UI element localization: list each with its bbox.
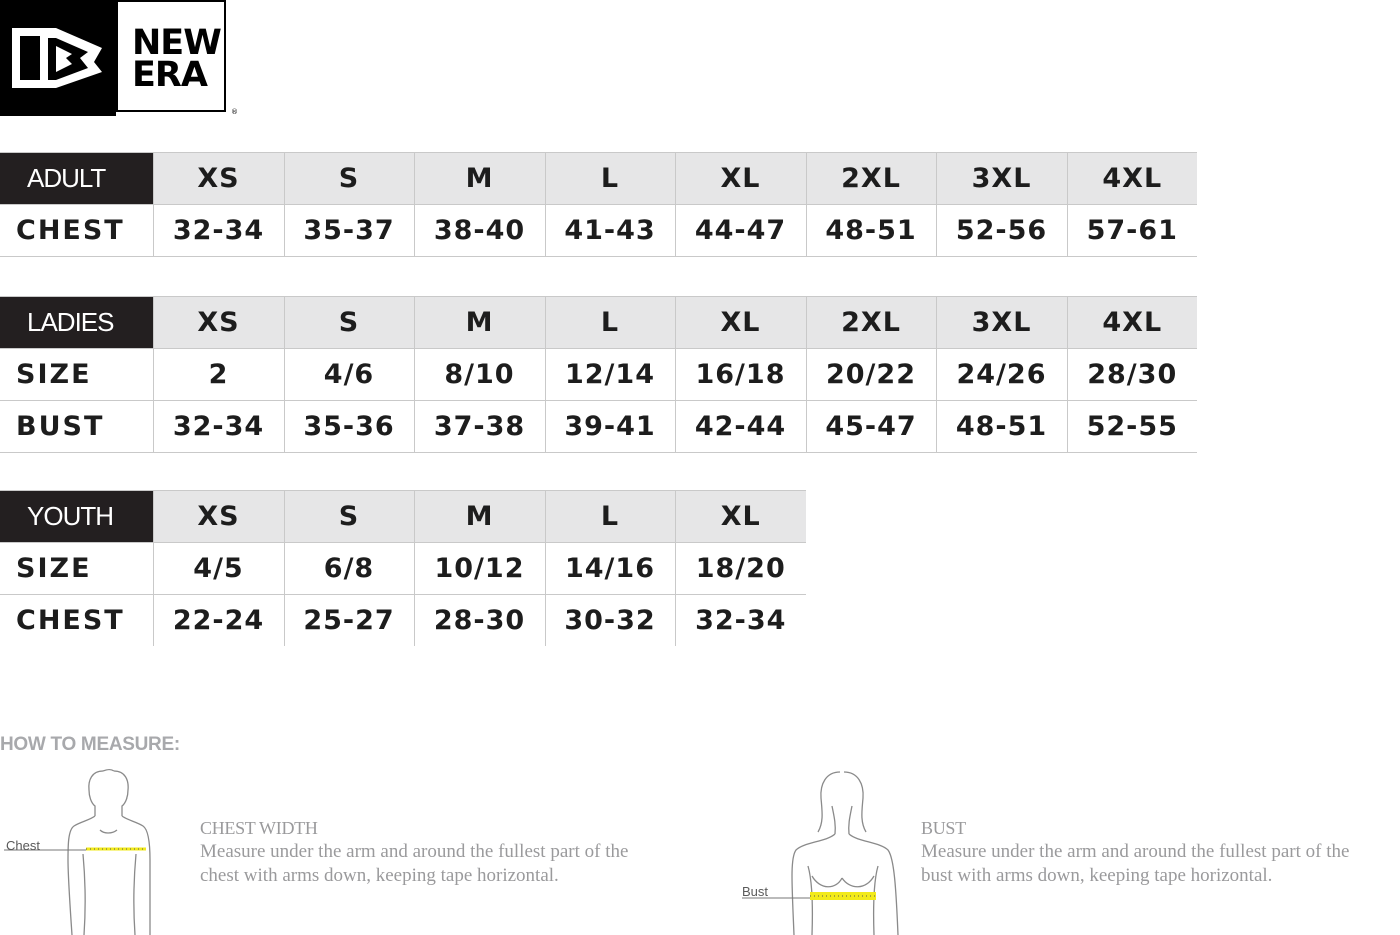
- row-label: BUST: [0, 401, 153, 453]
- ladies-header-row: [0, 297, 1197, 349]
- table-cell: 28/30: [1067, 349, 1197, 401]
- how-to-measure-heading: HOW TO MEASURE:: [0, 734, 180, 755]
- table-cell: 45-47: [806, 401, 936, 453]
- category-label: LADIES: [0, 297, 153, 349]
- registered-mark: ®: [231, 108, 238, 116]
- size-header: 3XL: [936, 297, 1067, 349]
- size-header: M: [414, 491, 545, 543]
- size-header: 4XL: [1067, 153, 1197, 205]
- row-label: CHEST: [0, 205, 153, 257]
- size-header: 2XL: [806, 297, 936, 349]
- table-cell: 37-38: [414, 401, 545, 453]
- adult-size-table: [0, 152, 1197, 257]
- chest-title: CHEST WIDTH: [200, 818, 318, 838]
- table-cell: 57-61: [1067, 205, 1197, 257]
- size-header: 2XL: [806, 153, 936, 205]
- size-header: S: [284, 491, 414, 543]
- table-cell: 38-40: [414, 205, 545, 257]
- new-era-logo: [0, 0, 238, 116]
- size-header: M: [414, 153, 545, 205]
- category-label: ADULT: [0, 153, 153, 205]
- table-cell: 4/6: [284, 349, 414, 401]
- size-header: 4XL: [1067, 297, 1197, 349]
- table-cell: 14/16: [545, 543, 675, 595]
- table-cell: 28-30: [414, 595, 545, 647]
- wordmark-line-2: ERA: [132, 55, 207, 95]
- wordmark: [116, 0, 226, 112]
- row-label: SIZE: [0, 543, 153, 595]
- table-cell: 2: [153, 349, 284, 401]
- table-cell: 25-27: [284, 595, 414, 647]
- size-header: XL: [675, 297, 806, 349]
- table-cell: 52-55: [1067, 401, 1197, 453]
- chest-description: [200, 816, 628, 888]
- bust-text-line-2: bust with arms down, keeping tape horizontal.: [921, 865, 1273, 886]
- table-row: [0, 401, 1197, 453]
- row-label: CHEST: [16, 605, 125, 636]
- size-header: XS: [153, 153, 284, 205]
- table-cell: 42-44: [675, 401, 806, 453]
- table-cell: 32-34: [675, 595, 806, 647]
- table-cell: 35-37: [284, 205, 414, 257]
- table-cell: 10/12: [414, 543, 545, 595]
- chest-text-line-2: chest with arms down, keeping tape horizontal.: [200, 865, 559, 886]
- table-cell: 41-43: [545, 205, 675, 257]
- size-header: XL: [675, 153, 806, 205]
- size-header: S: [284, 297, 414, 349]
- table-cell: 32-34: [153, 205, 284, 257]
- table-cell: 16/18: [675, 349, 806, 401]
- table-cell: 18/20: [675, 543, 806, 595]
- bust-title: BUST: [921, 818, 966, 838]
- size-header: L: [545, 297, 675, 349]
- table-cell: 32-34: [153, 401, 284, 453]
- chest-text-line-1: Measure under the arm and around the fullest part of the: [200, 841, 629, 862]
- size-header: L: [545, 153, 675, 205]
- table-cell: 12/14: [545, 349, 675, 401]
- table-cell: 48-51: [806, 205, 936, 257]
- chest-figure-label: Chest: [6, 838, 40, 853]
- bust-description: [921, 816, 1349, 888]
- bust-text-line-1: Measure under the arm and around the fullest part of the: [921, 841, 1350, 862]
- table-cell: 6/8: [284, 543, 414, 595]
- female-figure-icon: [740, 766, 920, 935]
- bust-figure-label: Bust: [742, 884, 769, 899]
- table-row: [0, 205, 1197, 257]
- table-cell: 39-41: [545, 401, 675, 453]
- youth-size-table: [0, 490, 806, 646]
- ladies-size-table: [0, 296, 1197, 453]
- table-cell: 48-51: [936, 401, 1067, 453]
- table-row: [0, 595, 806, 647]
- table-cell: 52-56: [936, 205, 1067, 257]
- table-row: [0, 543, 806, 595]
- size-header: XS: [153, 491, 284, 543]
- size-header: M: [414, 297, 545, 349]
- wordmark-line-1: NEW: [132, 23, 221, 63]
- table-cell: 30-32: [545, 595, 675, 647]
- category-label: YOUTH: [0, 491, 153, 543]
- adult-header-row: [0, 153, 1197, 205]
- table-cell: 22-24: [153, 595, 284, 647]
- table-cell: 8/10: [414, 349, 545, 401]
- size-header: XL: [675, 491, 806, 543]
- row-label: SIZE: [0, 349, 153, 401]
- size-header: XS: [153, 297, 284, 349]
- table-cell: 20/22: [806, 349, 936, 401]
- youth-header-row: [0, 491, 806, 543]
- size-header: 3XL: [936, 153, 1067, 205]
- flag-logo-icon: [0, 0, 116, 116]
- size-header: L: [545, 491, 675, 543]
- table-cell: 24/26: [936, 349, 1067, 401]
- table-cell: 44-47: [675, 205, 806, 257]
- size-header: S: [284, 153, 414, 205]
- table-cell: 35-36: [284, 401, 414, 453]
- table-cell: 4/5: [153, 543, 284, 595]
- table-row: [0, 349, 1197, 401]
